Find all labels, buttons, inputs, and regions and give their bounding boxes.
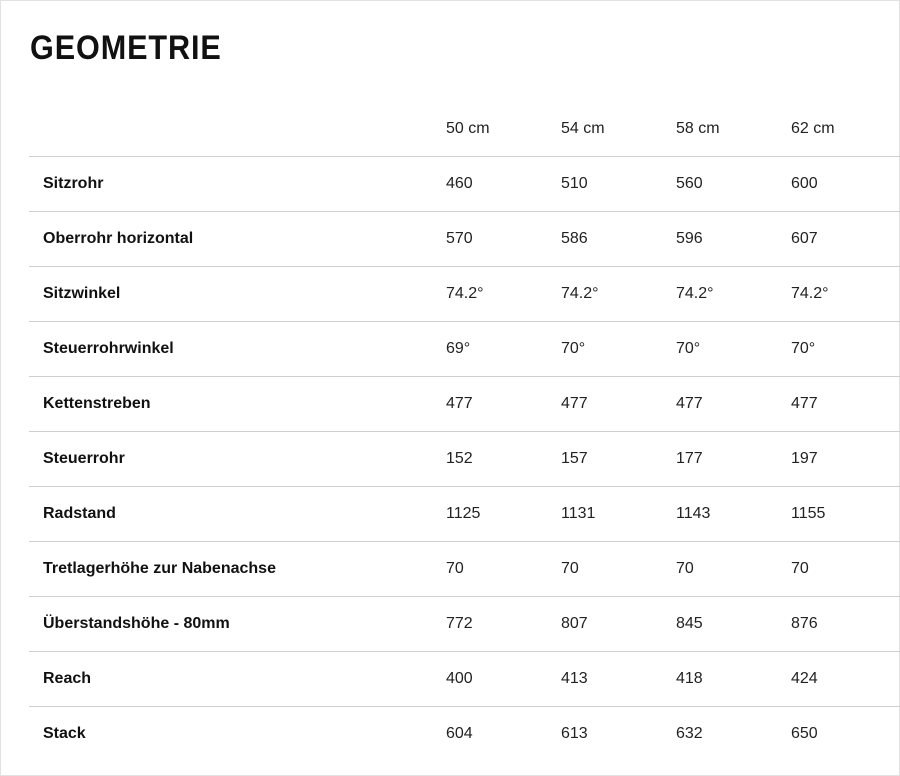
table-row [29, 157, 900, 212]
table-row [29, 322, 900, 377]
table-cell: 70 [791, 542, 900, 597]
table-cell: 70° [676, 322, 791, 377]
table-cell: 69° [446, 322, 561, 377]
row-label: Kettenstreben [29, 377, 446, 432]
table-cell: 510 [561, 157, 676, 212]
table-cell: 607 [791, 212, 900, 267]
table-cell: 570 [446, 212, 561, 267]
table-cell: 418 [676, 652, 791, 707]
table-cell: 772 [446, 597, 561, 652]
page-title: GEOMETRIE [30, 29, 222, 67]
table-row [29, 652, 900, 707]
table-cell: 177 [676, 432, 791, 487]
table-cell: 1125 [446, 487, 561, 542]
table-cell: 477 [676, 377, 791, 432]
table-cell: 632 [676, 725, 703, 742]
row-label: Oberrohr horizontal [29, 212, 446, 267]
table-cell: 413 [561, 652, 676, 707]
header-size-62: 62 cm [791, 102, 900, 157]
table-cell: 845 [676, 597, 791, 652]
row-label: Überstandshöhe - 80mm [29, 597, 446, 652]
row-label: Tretlagerhöhe zur Nabenachse [29, 542, 446, 597]
table-row [29, 487, 900, 542]
table-cell: 152 [446, 432, 561, 487]
table-cell: 650 [791, 725, 818, 742]
table-cell: 424 [791, 652, 900, 707]
table-cell: 70 [561, 542, 676, 597]
table-cell: 197 [791, 432, 900, 487]
table-row [29, 597, 900, 652]
table-header-row [29, 102, 900, 157]
row-label: Radstand [29, 487, 446, 542]
table-cell: 560 [676, 157, 791, 212]
table-cell: 70° [561, 322, 676, 377]
table-row [29, 267, 900, 322]
table-cell: 70 [676, 542, 791, 597]
table-cell: 1131 [561, 487, 676, 542]
row-label: Steuerrohr [29, 432, 446, 487]
table-cell: 807 [561, 597, 676, 652]
row-label: Sitzrohr [29, 157, 446, 212]
row-label: Sitzwinkel [29, 267, 446, 322]
table-cell: 604 [446, 725, 473, 742]
table-cell: 460 [446, 157, 561, 212]
table-cell: 613 [561, 725, 588, 742]
header-size-54: 54 cm [561, 102, 676, 157]
table-cell: 876 [791, 597, 900, 652]
table-cell: 1143 [676, 487, 791, 542]
table-cell: 74.2° [676, 267, 791, 322]
header-size-58: 58 cm [676, 102, 791, 157]
table-cell: 477 [561, 377, 676, 432]
table-cell: 586 [561, 212, 676, 267]
table-cell: 74.2° [791, 267, 900, 322]
table-row [29, 212, 900, 267]
row-label: Reach [29, 652, 446, 707]
geometry-table [29, 102, 900, 761]
table-cell: 1155 [791, 487, 900, 542]
table-cell: 70° [791, 322, 900, 377]
table-cell: 74.2° [446, 267, 561, 322]
table-row [29, 707, 900, 762]
table-row [29, 432, 900, 487]
table-cell: 70 [446, 542, 561, 597]
header-empty-cell [29, 102, 446, 157]
table-cell: 74.2° [561, 267, 676, 322]
table-cell: 157 [561, 432, 676, 487]
header-size-50: 50 cm [446, 102, 561, 157]
row-label: Steuerrohrwinkel [29, 322, 446, 377]
table-cell: 477 [791, 377, 900, 432]
row-label: Stack [43, 725, 86, 742]
table-cell: 596 [676, 212, 791, 267]
table-cell: 600 [791, 157, 900, 212]
table-cell: 400 [446, 652, 561, 707]
table-row [29, 377, 900, 432]
table-cell: 477 [446, 377, 561, 432]
table-row [29, 542, 900, 597]
